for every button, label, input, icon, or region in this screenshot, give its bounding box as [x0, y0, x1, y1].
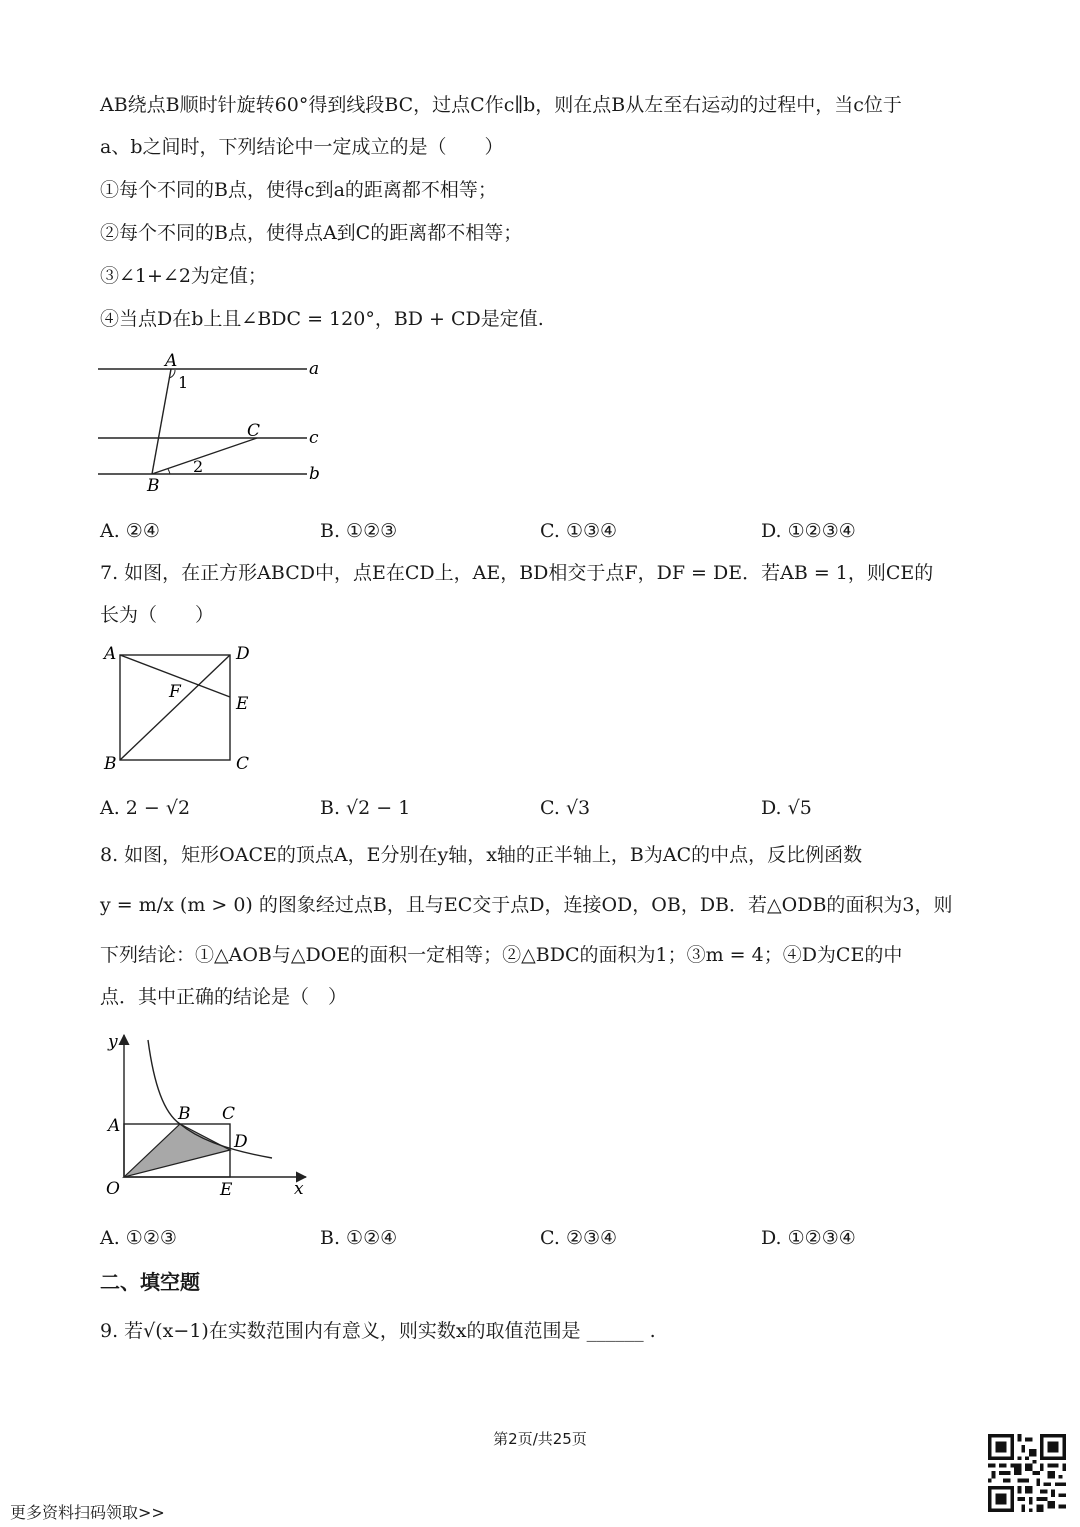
q8-stem-line2: y = m/x (m > 0) 的图象经过点B，且与EC交于点D，连接OD，OB，DB．若△ODB的面积为3，则: [100, 894, 953, 916]
q6-label-A: A: [165, 351, 178, 371]
q7-stem-line1: 7. 如图，在正方形ABCD中，点E在CD上，AE，BD相交于点F，DF = DE．若AB = 1，则CE的: [100, 562, 934, 584]
q6-option-c[interactable]: C. ①③④: [540, 520, 618, 542]
q7-label-F: F: [169, 682, 181, 702]
q6-statement-3: ③∠1+∠2为定值；: [100, 265, 267, 287]
q8-label-O: O: [106, 1179, 120, 1199]
q6-label-C: C: [247, 421, 261, 441]
q6-label-a: a: [309, 359, 320, 379]
q8-label-A: A: [108, 1116, 121, 1136]
q8-label-y: y: [108, 1032, 118, 1052]
q7-option-b[interactable]: B. √2 − 1: [320, 797, 411, 819]
q6-stem-line2: a、b之间时，下列结论中一定成立的是（ ）: [100, 136, 504, 158]
q6-option-b[interactable]: B. ①②③: [320, 520, 398, 542]
q8-label-x: x: [294, 1179, 304, 1199]
q6-label-c: c: [309, 428, 319, 448]
q8-option-d[interactable]: D. ①②③④: [761, 1227, 856, 1249]
q7-label-E: E: [236, 694, 249, 714]
footer-more-materials-link[interactable]: 更多资料扫码领取>>: [10, 1503, 165, 1522]
q6-statement-4: ④当点D在b上且∠BDC = 120°，BD + CD是定值.: [100, 308, 544, 330]
q6-option-d[interactable]: D. ①②③④: [761, 520, 856, 542]
page-number: 第2页/共25页: [493, 1430, 587, 1448]
q8-label-B: B: [178, 1104, 191, 1124]
q7-stem-line2: 长为（ ）: [100, 604, 215, 626]
q7-option-c[interactable]: C. √3: [540, 797, 591, 819]
q6-label-B: B: [147, 476, 160, 495]
q8-stem-line3: 下列结论：①△AOB与△DOE的面积一定相等；②△BDC的面积为1；③m = 4；④D为CE的中: [100, 944, 903, 966]
q7-option-d[interactable]: D. √5: [761, 797, 812, 819]
q6-label-angle2: 2: [193, 457, 204, 476]
q6-stem-line1: AB绕点B顺时针旋转60°得到线段BC，过点C作c∥b，则在点B从左至右运动的过程中，当c位于: [100, 94, 902, 116]
q7-label-D: D: [236, 644, 250, 664]
q8-option-b[interactable]: B. ①②④: [320, 1227, 398, 1249]
q7-options: [100, 795, 1000, 821]
q6-statement-1: ①每个不同的B点，使得c到a的距离都不相等；: [100, 179, 497, 201]
q8-option-a[interactable]: A. ①②③: [100, 1227, 177, 1249]
q6-label-b: b: [309, 464, 320, 484]
q8-options: [100, 1225, 1000, 1251]
q7-label-A: A: [104, 644, 117, 664]
q8-label-C: C: [222, 1104, 236, 1124]
q8-stem-line1: 8. 如图，矩形OACE的顶点A，E分别在y轴，x轴的正半轴上，B为AC的中点，反比例函数: [100, 844, 863, 866]
q7-option-a[interactable]: A. 2 − √2: [100, 797, 191, 819]
q7-label-C: C: [236, 754, 250, 774]
q6-option-a[interactable]: A. ②④: [100, 520, 160, 542]
q6-options: [100, 518, 1000, 544]
q9-stem: 9. 若√(x−1)在实数范围内有意义，则实数x的取值范围是 ______ .: [100, 1320, 656, 1342]
q8-label-E: E: [220, 1180, 233, 1200]
section-title-fill-in: 二、填空题: [100, 1270, 200, 1294]
q8-figure: [96, 1025, 326, 1205]
q6-figure: [95, 345, 335, 495]
qr-code-icon[interactable]: [988, 1434, 1066, 1512]
q7-figure: [98, 640, 268, 780]
q6-label-angle1: 1: [178, 373, 189, 392]
q6-statement-2: ②每个不同的B点，使得点A到C的距离都不相等；: [100, 222, 523, 244]
q8-stem-line4: 点．其中正确的结论是（ ）: [100, 986, 348, 1008]
q8-option-c[interactable]: C. ②③④: [540, 1227, 618, 1249]
q8-label-D: D: [234, 1132, 248, 1152]
q7-label-B: B: [104, 754, 117, 774]
